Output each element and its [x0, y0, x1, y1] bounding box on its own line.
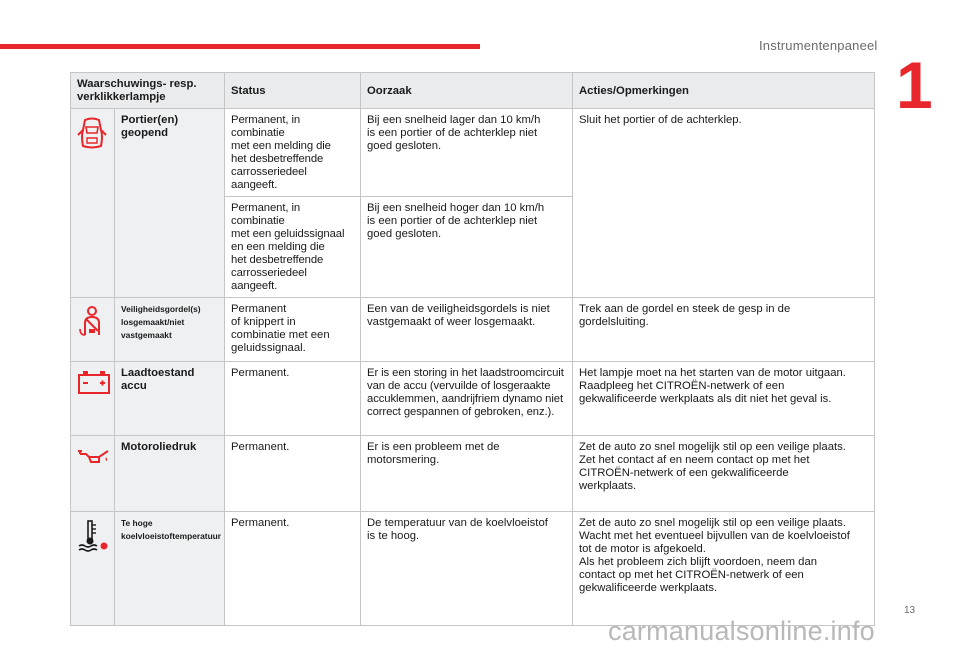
- cause-cell: Bij een snelheid lager dan 10 km/h is een portier of de achterklep niet goed gesloten.: [361, 109, 573, 197]
- section-title: Instrumentenpaneel: [759, 38, 878, 53]
- action-cell: Sluit het portier of de achterklep.: [573, 109, 875, 298]
- status-cell: Permanent of knippert in combinatie met een geluidssignaal.: [225, 298, 361, 362]
- cause-cell: Een van de veiligheidsgordels is niet vastgemaakt of weer losgemaakt.: [361, 298, 573, 362]
- header-actions: Acties/Opmerkingen: [573, 73, 875, 109]
- icon-cell: [71, 512, 115, 626]
- header-status: Status: [225, 73, 361, 109]
- cause-cell: Er is een probleem met de motorsmering.: [361, 436, 573, 512]
- status-cell: Permanent.: [225, 362, 361, 436]
- action-cell: Zet de auto zo snel mogelijk stil op een veilige plaats. Zet het contact af en neem contact op met het CITROËN-netwerk of een gekwalificeerde werkplaats.: [573, 436, 875, 512]
- table-row: [71, 362, 875, 436]
- status-cell: Permanent, in combinatie met een melding die het desbetreffende carrosseriedeel aangeeft.: [225, 109, 361, 197]
- action-cell: Het lampje moet na het starten van de motor uitgaan. Raadpleeg het CITROËN-netwerk of een gekwalificeerde werkplaats als dit niet het geval is.: [573, 362, 875, 436]
- table-row: [71, 298, 875, 362]
- header-lamp: Waarschuwings- resp. verklikkerlampje: [71, 73, 225, 109]
- action-cell: Zet de auto zo snel mogelijk stil op een veilige plaats. Wacht met het eventueel bijvullen van de koelvloeistof tot de motor is afgekoeld. Als het probleem zich blijft voordoen, neem dan contact op met het CITROËN-netwerk of een gekwalificeerde werkplaats.: [573, 512, 875, 626]
- lamp-label-text: Veiligheidsgordel(s) losgemaakt/niet vastgemaakt: [121, 304, 201, 340]
- lamp-label: Laadtoestand accu: [115, 362, 225, 436]
- page-number: 13: [904, 605, 916, 616]
- cause-cell: Er is een storing in het laadstroomcircuit van de accu (vervuilde of losgeraakte accuklemmen, aandrijfriem dynamo niet correct gespannen of gebroken, enz.).: [361, 362, 573, 436]
- icon-cell: [71, 436, 115, 512]
- table-row: [71, 109, 875, 197]
- icon-cell: [71, 109, 115, 298]
- status-cell: Permanent.: [225, 436, 361, 512]
- status-cell: Permanent, in combinatie met een geluidssignaal en een melding die het desbetreffende carrosseriedeel aangeeft.: [225, 197, 361, 298]
- action-cell: Trek aan de gordel en steek de gesp in de gordelsluiting.: [573, 298, 875, 362]
- accent-bar: [0, 44, 480, 49]
- chapter-number: 1: [896, 48, 933, 122]
- header-cause: Oorzaak: [361, 73, 573, 109]
- icon-cell: [71, 362, 115, 436]
- lamp-label: [115, 298, 225, 362]
- oil-pressure-icon: [77, 443, 111, 471]
- battery-icon: [77, 369, 111, 399]
- icon-cell: [71, 298, 115, 362]
- warning-lamps-table: [70, 72, 875, 626]
- table-row: [71, 436, 875, 512]
- table-row: [71, 512, 875, 626]
- watermark: carmanualsonline.info: [608, 616, 875, 646]
- lamp-label-text: Te hoge koelvloeistoftemperatuur: [121, 518, 222, 541]
- status-cell: Permanent.: [225, 512, 361, 626]
- cause-cell: Bij een snelheid hoger dan 10 km/h is een portier of de achterklep niet goed gesloten.: [361, 197, 573, 298]
- lamp-label: [115, 512, 225, 626]
- lamp-label: Motoroliedruk: [115, 436, 225, 512]
- lamp-label: Portier(en) geopend: [115, 109, 225, 298]
- cause-cell: De temperatuur van de koelvloeistof is te hoog.: [361, 512, 573, 626]
- door-open-icon: [77, 116, 107, 156]
- seatbelt-icon: [77, 305, 107, 343]
- coolant-temperature-icon: [77, 519, 109, 557]
- table-header-row: [71, 73, 875, 109]
